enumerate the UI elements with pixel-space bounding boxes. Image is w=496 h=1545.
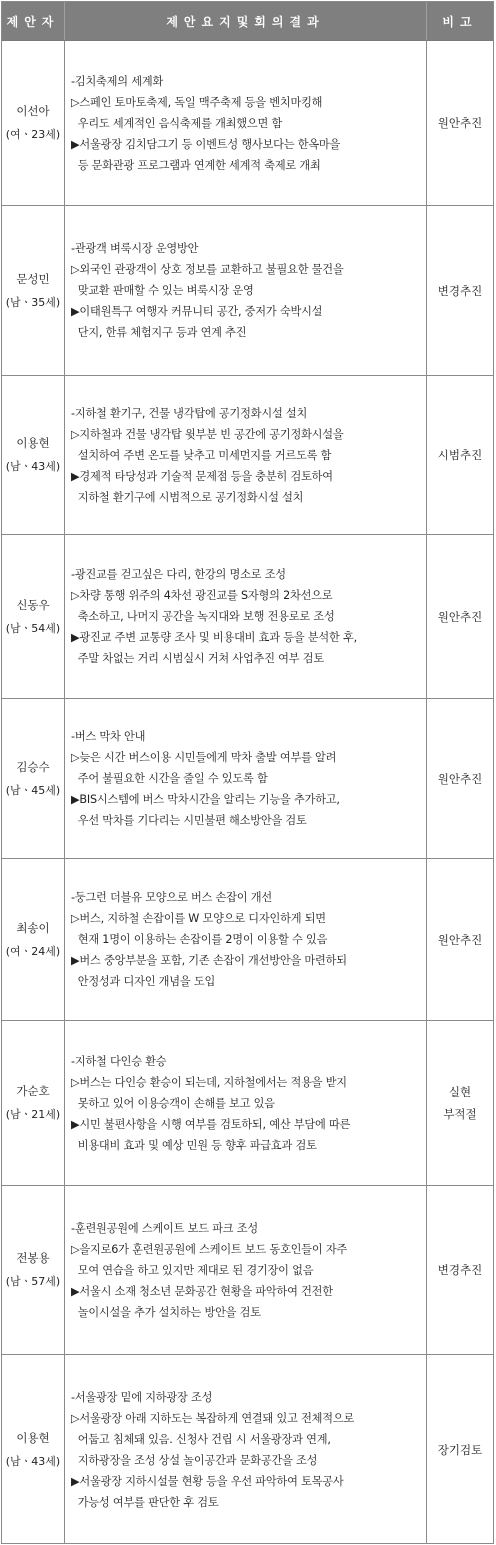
content-cell <box>65 376 427 534</box>
content-line: 우선 막차를 기다리는 시민불편 해소방안을 검토 <box>71 814 307 827</box>
table-row <box>2 1186 493 1355</box>
table-row <box>2 41 493 206</box>
content-line: 등 문화관광 프로그램과 연계한 세계적 축제로 개최 <box>71 158 321 172</box>
content-line: -훈련원공원에 스케이트 보드 파크 조성 <box>71 1221 258 1235</box>
content-cell <box>65 859 427 1020</box>
header-remark: 비고 <box>442 14 478 29</box>
table-row <box>2 859 493 1021</box>
table-row <box>2 699 493 859</box>
proposer-age: (여ㆍ24세) <box>5 944 61 958</box>
remark-cell <box>427 699 493 858</box>
content-line: -지하철 환기구, 건물 냉각탑에 공기정화시설 설치 <box>71 406 308 420</box>
proposer-age: (남ㆍ57세) <box>5 1275 61 1288</box>
remark-text: 원안추진 <box>437 116 483 130</box>
remark-text: 원안추진 <box>437 932 483 947</box>
content-line: 모여 연습을 하고 있지만 제대로 된 경기장이 없음 <box>71 1263 314 1277</box>
content-line: ▶BIS시스템에 버스 막차시간을 알리는 기능을 추가하고, <box>71 793 340 806</box>
proposer-cell <box>2 1186 65 1354</box>
content-line: 축소하고, 나머지 공간을 녹지대와 보행 전용로로 조성 <box>71 610 335 623</box>
remark-cell <box>427 859 493 1020</box>
content-line: 놀이시설을 추가 설치하는 방안을 검토 <box>71 1305 261 1319</box>
content-cell <box>65 41 427 205</box>
content-line: 지하철 환기구에 시범적으로 공기정화시설 설치 <box>71 490 304 504</box>
proposer-age: (남ㆍ43세) <box>5 460 61 473</box>
proposer-cell <box>2 1021 65 1185</box>
proposer-age: (남ㆍ43세) <box>5 1454 61 1468</box>
content-line: ▷서울광장 아래 지하도는 복잡하게 연결돼 있고 전체적으로 <box>71 1411 355 1425</box>
proposer-cell <box>2 376 65 534</box>
content-line: -광진교를 걷고싶은 다리, 한강의 명소로 조성 <box>71 568 286 581</box>
table-row <box>2 1355 493 1544</box>
content-line: -김치축제의 세계화 <box>71 74 164 88</box>
content-line: 단지, 한류 체험지구 등과 연계 추진 <box>71 326 247 339</box>
table-row <box>2 1021 493 1186</box>
content-line: -둥그런 더블유 모양으로 버스 손잡이 개선 <box>71 891 272 904</box>
remark-text: 원안추진 <box>437 609 483 624</box>
content-line: 안정성과 디자인 개념을 도입 <box>71 975 216 988</box>
remark-text: 실현 <box>448 1085 472 1099</box>
content-line: ▶시민 불편사항을 시행 여부를 검토하되, 예산 부담에 따른 <box>71 1117 351 1131</box>
remark-text: 변경추진 <box>437 1263 483 1277</box>
proposer-age: (남ㆍ21세) <box>5 1108 61 1121</box>
proposer-cell <box>2 206 65 375</box>
content-line: ▷지하철과 건물 냉각탑 윗부분 빈 공간에 공기정화시설을 <box>71 427 344 441</box>
content-line: 주말 차없는 거리 시범실시 거쳐 사업추진 여부 검토 <box>71 652 324 665</box>
content-line: ▷차량 통행 위주의 4차선 광진교를 S자형의 2차선으로 <box>71 589 333 602</box>
remark-text: 시범추진 <box>437 448 483 462</box>
content-line: 어둡고 침체돼 있음. 신청사 건립 시 서울광장과 연계, <box>71 1432 331 1446</box>
content-line: -지하철 다인승 환승 <box>71 1054 167 1068</box>
proposer-cell <box>2 859 65 1020</box>
content-line: 현재 1명이 이용하는 손잡이를 2명이 이용할 수 있음 <box>71 933 328 946</box>
proposer-name: 김승수 <box>16 759 50 774</box>
content-line: 우리도 세계적인 음식축제를 개최했으면 함 <box>71 116 283 130</box>
content-line: ▶버스 중앙부분을 포함, 기존 손잡이 개선방안을 마련하되 <box>71 954 347 967</box>
content-cell <box>65 206 427 375</box>
proposer-name: 이용현 <box>16 1430 50 1445</box>
remark-cell <box>427 1355 493 1544</box>
proposer-age: (남ㆍ45세) <box>5 783 61 797</box>
remark-text: 장기검토 <box>437 1442 483 1457</box>
header-content: 제안요지및회의결과 <box>65 2 427 40</box>
proposer-name: 가순호 <box>16 1084 50 1098</box>
proposer-name: 신동우 <box>16 597 50 612</box>
content-line: ▷늦은 시간 버스이용 시민들에게 막차 출발 여부를 알려 <box>71 751 337 764</box>
content-line: -관광객 벼룩시장 운영방안 <box>71 242 199 255</box>
content-cell <box>65 1186 427 1354</box>
content-line: 비용대비 효과 및 예상 민원 등 향후 파급효과 검토 <box>71 1138 317 1152</box>
content-line: 맞교환 판매할 수 있는 벼룩시장 운영 <box>71 284 254 297</box>
content-line: ▶서울시 소재 청소년 문화공간 현황을 파악하여 건전한 <box>71 1284 333 1298</box>
remark-cell <box>427 535 493 698</box>
content-line: ▶서울광장 김치담그기 등 이벤트성 행사보다는 한옥마을 <box>71 137 341 151</box>
proposer-age: (남ㆍ54세) <box>5 621 61 635</box>
table-row <box>2 535 493 699</box>
content-cell <box>65 535 427 698</box>
content-line: ▶광진교 주변 교통량 조사 및 비용대비 효과 등을 분석한 후, <box>71 631 357 644</box>
proposer-name: 이용현 <box>16 436 50 450</box>
content-line: ▷버스는 다인승 환승이 되는데, 지하철에서는 적용을 받지 <box>71 1075 347 1089</box>
remark-cell <box>427 1021 493 1185</box>
header-proposer: 제안자 <box>2 2 65 40</box>
content-line: 못하고 있어 이용승객이 손해를 보고 있음 <box>71 1096 275 1110</box>
proposer-cell <box>2 699 65 858</box>
content-line: -버스 막차 안내 <box>71 730 146 743</box>
content-line: 주어 불필요한 시간을 줄일 수 있도록 함 <box>71 772 268 785</box>
proposer-cell <box>2 1355 65 1544</box>
remark-text: 원안추진 <box>437 771 483 786</box>
proposal-table <box>1 1 494 1544</box>
content-cell <box>65 699 427 858</box>
table-row <box>2 376 493 535</box>
content-line: 지하광장을 조성 상설 놀이공간과 문화공간을 조성 <box>71 1453 318 1467</box>
proposer-name: 최송이 <box>16 920 50 935</box>
content-line: -서울광장 밑에 지하광장 조성 <box>71 1390 213 1404</box>
proposer-name: 전봉용 <box>16 1251 50 1265</box>
remark-text: 부적절 <box>443 1107 477 1121</box>
remark-text: 변경추진 <box>437 283 483 298</box>
proposer-age: (여ㆍ23세) <box>5 128 61 141</box>
content-line: ▷을지로6가 훈련원공원에 스케이트 보드 동호인들이 자주 <box>71 1242 348 1256</box>
content-line: ▷스페인 토마토축제, 독일 맥주축제 등을 벤치마킹해 <box>71 95 323 109</box>
proposer-age: (남ㆍ35세) <box>5 295 61 309</box>
remark-cell <box>427 1186 493 1354</box>
content-line: ▷외국인 관광객이 상호 정보를 교환하고 불필요한 물건을 <box>71 263 344 276</box>
content-line: ▶이태원특구 여행자 커뮤니티 공간, 중저가 숙박시설 <box>71 305 323 318</box>
proposer-name: 문성민 <box>16 271 50 286</box>
content-cell <box>65 1355 427 1544</box>
proposer-cell <box>2 41 65 205</box>
content-line: ▷버스, 지하철 손잡이를 W 모양으로 디자인하게 되면 <box>71 912 326 925</box>
table-row <box>2 206 493 376</box>
content-line: ▶경제적 타당성과 기술적 문제점 등을 충분히 검토하여 <box>71 469 333 483</box>
table-header <box>2 2 493 41</box>
content-line: 가능성 여부를 판단한 후 검토 <box>71 1495 219 1509</box>
content-cell <box>65 1021 427 1185</box>
remark-cell <box>427 41 493 205</box>
table-body <box>2 41 493 1544</box>
remark-cell <box>427 206 493 375</box>
remark-cell <box>427 376 493 534</box>
proposer-cell <box>2 535 65 698</box>
proposer-name: 이선아 <box>16 104 50 118</box>
content-line: 설치하여 주변 온도를 낮추고 미세먼지를 거르도록 함 <box>71 448 332 462</box>
content-line: ▶서울광장 지하시설물 현황 등을 우선 파악하여 토목공사 <box>71 1474 344 1488</box>
